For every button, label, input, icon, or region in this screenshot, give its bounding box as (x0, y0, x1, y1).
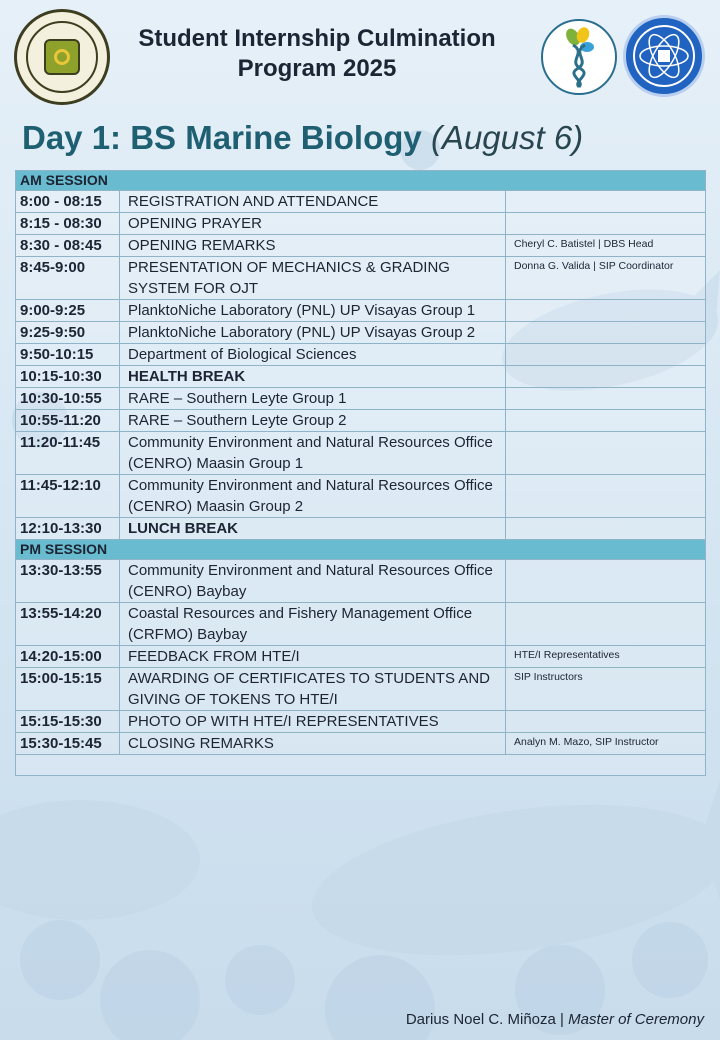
table-row: 9:25-9:50 PlanktoNiche Laboratory (PNL) UP Visayas Group 2 (16, 322, 706, 344)
table-row: 13:30-13:55 Community Environment and Natural Resources Office (CENRO) Baybay (16, 560, 706, 603)
day-date: (August 6) (430, 119, 584, 156)
leaf-dna-icon (543, 21, 615, 93)
table-row: 10:55-11:20 RARE – Southern Leyte Group 2 (16, 410, 706, 432)
table-row: 8:30 - 08:45 OPENING REMARKS Cheryl C. Batistel | DBS Head (16, 235, 706, 257)
university-seal-logo (14, 9, 110, 105)
schedule-table (15, 170, 706, 776)
master-of-ceremony-credit (406, 1011, 704, 1028)
table-row: 14:20-15:00 FEEDBACK FROM HTE/I HTE/I Representatives (16, 646, 706, 668)
mc-name: Darius Noel C. Miñoza (405, 1011, 556, 1028)
program-title-line1: Student Internship Culmination (138, 25, 496, 52)
table-row: 11:20-11:45 Community Environment and Natural Resources Office (CENRO) Maasin Group 1 (16, 432, 706, 475)
table-row: 13:55-14:20 Coastal Resources and Fishery Management Office (CRFMO) Baybay (16, 603, 706, 646)
table-row: 9:00-9:25 PlanktoNiche Laboratory (PNL) UP Visayas Group 1 (16, 300, 706, 322)
program-title-line2: Program 2025 (237, 55, 397, 82)
table-row: 11:45-12:10 Community Environment and Natural Resources Office (CENRO) Maasin Group 2 (16, 475, 706, 518)
table-row: 8:15 - 08:30 OPENING PRAYER (16, 213, 706, 235)
session-header-pm: PM SESSION (16, 540, 706, 560)
department-logo (541, 19, 617, 95)
table-row: 10:15-10:30 HEALTH BREAK (16, 366, 706, 388)
atom-seal-icon (626, 18, 702, 94)
day-title: Day 1: BS Marine Biology (22, 119, 422, 156)
program-title (112, 24, 522, 84)
table-row: 8:00 - 08:15 REGISTRATION AND ATTENDANCE (16, 191, 706, 213)
table-row: 15:15-15:30 PHOTO OP WITH HTE/I REPRESENTATIVES (16, 711, 706, 733)
day-heading (22, 117, 583, 159)
session-header-am: AM SESSION (16, 171, 706, 191)
department-seal-logo (623, 15, 705, 97)
table-row: 9:50-10:15 Department of Biological Sciences (16, 344, 706, 366)
table-row: 15:30-15:45 CLOSING REMARKS Analyn M. Mazo, SIP Instructor (16, 733, 706, 755)
mc-role: Master of Ceremony (568, 1011, 704, 1028)
table-row: 10:30-10:55 RARE – Southern Leyte Group 1 (16, 388, 706, 410)
table-row: 15:00-15:15 AWARDING OF CERTIFICATES TO STUDENTS AND GIVING OF TOKENS TO HTE/I SIP Instructors (16, 668, 706, 711)
table-row: 8:45-9:00 PRESENTATION OF MECHANICS & GRADING SYSTEM FOR OJT Donna G. Valida | SIP Coordinator (16, 257, 706, 300)
table-row-empty (16, 755, 706, 776)
table-row: 12:10-13:30 LUNCH BREAK (16, 518, 706, 540)
mc-separator: | (555, 1011, 569, 1028)
